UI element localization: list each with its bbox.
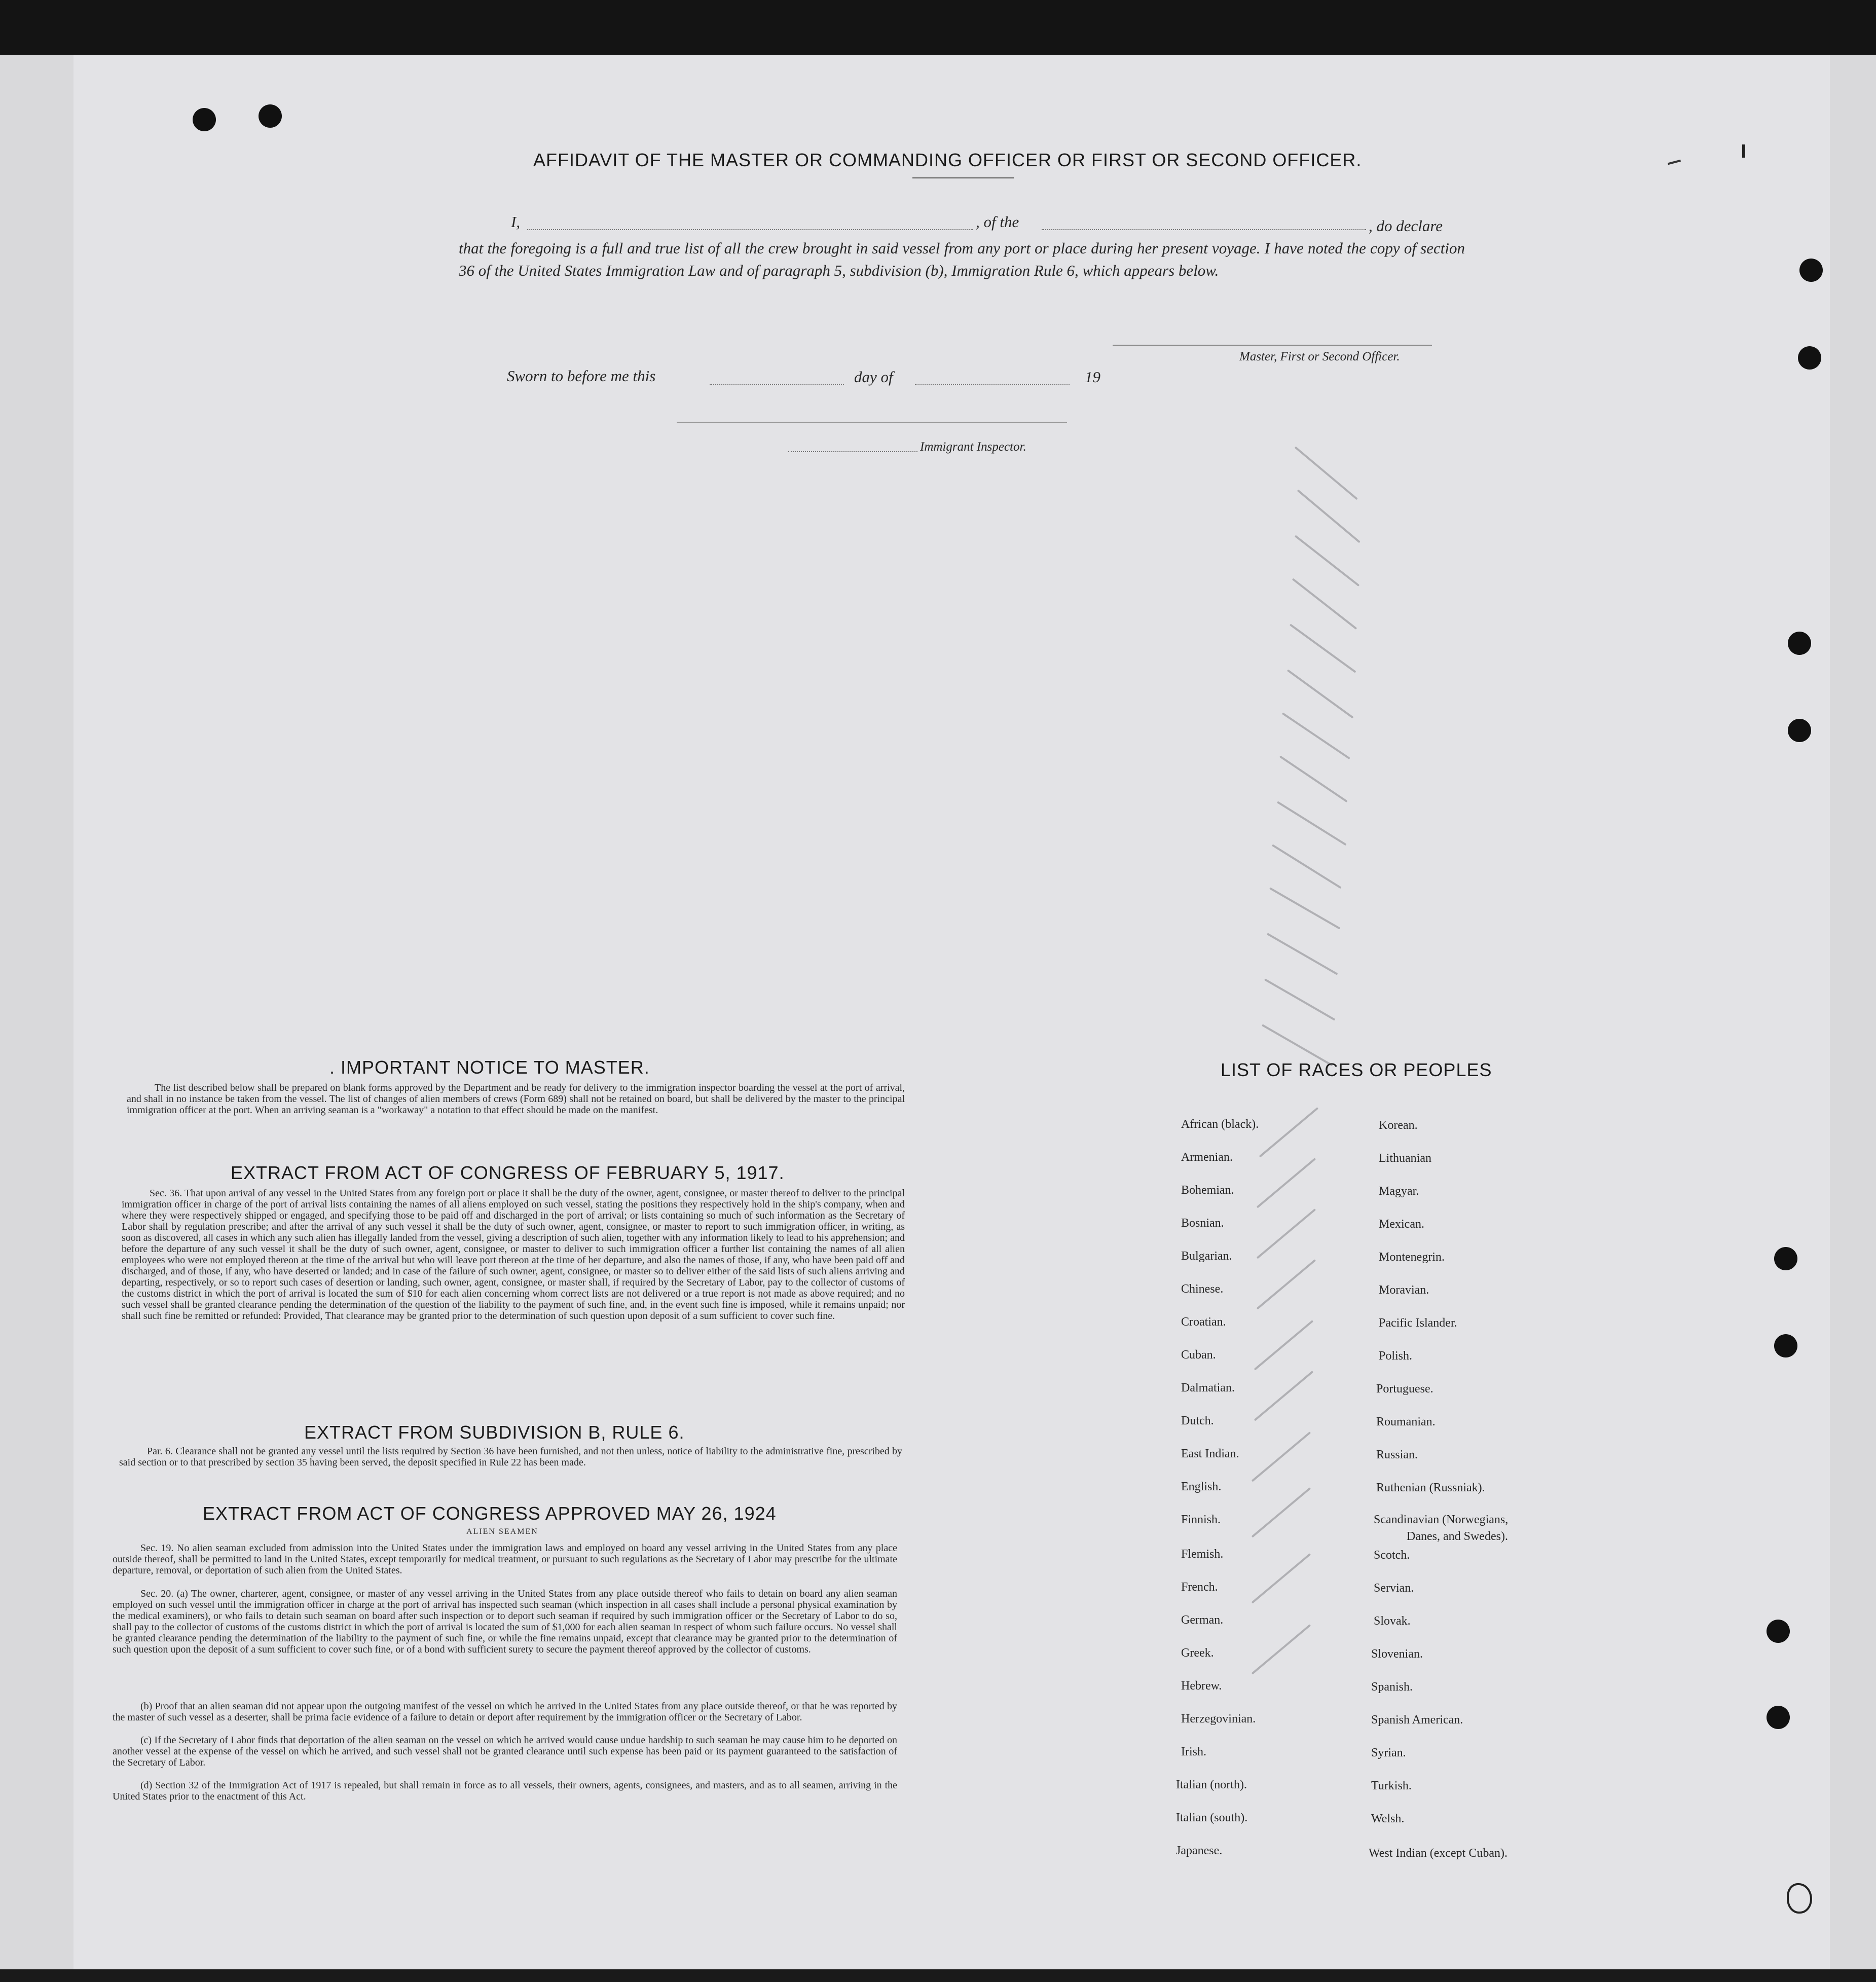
race-item: Slovenian. — [1371, 1647, 1423, 1661]
race-item: Spanish American. — [1371, 1713, 1463, 1727]
race-item: Portuguese. — [1376, 1382, 1433, 1396]
extract-rule6-body: Par. 6. Clearance shall not be granted any vessel until the lists required by Section 36 have been furnished, and not then unless, notice of liability to the administrative fine, prescribed by said section or to that prescribed by section 35 having been served, the deposit specified in Rule 22 has been made. — [119, 1446, 902, 1468]
affidavit-line-i: I, — [511, 213, 521, 231]
master-signature-line[interactable] — [1113, 345, 1432, 346]
race-item: Polish. — [1379, 1349, 1413, 1363]
race-item: Chinese. — [1181, 1282, 1224, 1296]
race-item: Japanese. — [1176, 1844, 1223, 1857]
race-item: Bosnian. — [1181, 1217, 1224, 1230]
race-item: Magyar. — [1379, 1185, 1419, 1198]
race-item: Syrian. — [1371, 1746, 1406, 1759]
race-item: Lithuanian — [1379, 1152, 1431, 1165]
extract-1917-body: Sec. 36. That upon arrival of any vessel in the United States from any foreign port or place it shall be the duty of the owner, agent, consignee, or master thereof to deliver to the principal immigration officer in charge of the port of arrival lists containing the names of all aliens employed on such vessel, stating the positions they respectively hold in the ship's company, when and where they were respectively shipped or engaged, and specifying those to be paid off and discharged in the port of arrival; or lists containing so much of such information as the Secretary of Labor shall by regulation prescribe; and after the arrival of any such vessel it shall be the duty of such owner, agent, consignee, or master to report to such immigration officer, in writing, as soon as discovered, all cases in which any such alien has illegally landed from the vessel, giving a description of such alien, together with any information likely to lead to his apprehension; and before the departure of any such vessel it shall be the duty of such owner, agent, consignee, or master to deliver to such immigration officer a further list containing the names of all alien employees who were not employed thereon at the time of the arrival but who will leave port thereon at the time of her departure, and also the names of those, if any, who have been paid off and discharged, and of those, if any, who have deserted or landed; and in case of the failure of such owner, agent, consignee, or master so to deliver either of the said lists of such aliens arriving and departing, respectively, or so to report such cases of desertion or landing, such owner, agent, consignee, or master shall, if required by the Secretary of Labor, pay to the collector of customs of the customs district in which the port of arrival is located the sum of $10 for each alien concerning whom correct lists are not delivered or a true report is not made as above required; and no such vessel shall be granted clearance pending the determination of the question of the liability to the payment of such fine, and, in the event such fine is imposed, while it remains unpaid; nor shall such fine be remitted or refunded: Provided, That clearance may be granted prior to the determination of such question upon deposit of a sum sufficient to cover such fine. — [122, 1188, 905, 1322]
race-item: Dalmatian. — [1181, 1381, 1235, 1394]
scan-bottom-border — [0, 1969, 1876, 1982]
year-prefix: 19 — [1085, 368, 1100, 386]
race-item: East Indian. — [1181, 1447, 1239, 1460]
race-item: Italian (north). — [1176, 1778, 1247, 1791]
extract-1917-title: EXTRACT FROM ACT OF CONGRESS OF FEBRUARY 5, 1917. — [231, 1162, 785, 1183]
race-item: Slovak. — [1374, 1614, 1411, 1628]
extract-1924-sec20b: (b) Proof that an alien seaman did not appear upon the outgoing manifest of the vessel on which he arrived in the United States from any place outside thereof, or that he was reported by the master of such vessel as a deserter, shall be prima facie evidence of a failure to detain or deport after requirement by the immigration officer or the Secretary of Labor. — [113, 1701, 897, 1723]
race-item: Flemish. — [1181, 1548, 1224, 1561]
race-item: French. — [1181, 1581, 1218, 1594]
affidavit-declare: , do declare — [1369, 217, 1443, 235]
sworn-day-blank[interactable] — [710, 384, 844, 385]
race-item: Bulgarian. — [1181, 1250, 1232, 1263]
punch-hole — [1767, 1706, 1790, 1729]
name-blank[interactable] — [527, 229, 973, 230]
affidavit-body: that the foregoing is a full and true list of all the crew brought in said vessel from any port or place during her present voyage. I have noted the copy of section 36 of the United States Immigration Law and of paragraph 5, subdivision (b), Immigration Rule 6, which appears below. — [459, 239, 1465, 279]
extract-1924-sec20d: (d) Section 32 of the Immigration Act of 1917 is repealed, but shall remain in force as to all vessels, their owners, agents, consignees, and masters, and as to all seamen, arriving in the United States prior to the enactment of this Act. — [113, 1780, 897, 1802]
race-item: Scandinavian (Norwegians, — [1374, 1513, 1509, 1526]
race-item: Russian. — [1376, 1448, 1418, 1461]
extract-1924-sec20a: Sec. 20. (a) The owner, charterer, agent, consignee, or master of any vessel arriving in the United States from any place outside thereof who fails to detain on board any alien seaman employed on such vessel until the immigration officer in charge at the port of arrival has inspected such seaman (which inspection in all cases shall include a personal physical examination by the medical examiners), or who fails to detain such seaman on board after such inspection or to deport such seaman if required by such immigration officer or the Secretary of Labor to do so, shall pay to the collector of customs of the customs district in which the port of arrival is located the sum of $1,000 for each alien seaman in respect of whom such failure occurs. No vessel shall be granted clearance pending the determination of the liability to the payment of such fine, or while the fine remains unpaid, except that clearance may be granted prior to the determination of such question upon the deposit of a sum sufficient to cover such fine, or of a bond with sufficient surety to secure the payment thereof approved by the collector of customs. — [113, 1588, 897, 1655]
punch-hole — [193, 108, 216, 131]
scan-top-border — [0, 0, 1876, 55]
race-item: Ruthenian (Russniak). — [1376, 1481, 1485, 1494]
vessel-blank[interactable] — [1042, 229, 1366, 230]
race-item: West Indian (except Cuban). — [1369, 1847, 1507, 1860]
race-item: Italian (south). — [1176, 1811, 1248, 1824]
punch-hole — [1799, 259, 1823, 282]
inspector-label: Immigrant Inspector. — [920, 440, 1026, 454]
punch-hole — [259, 104, 282, 128]
race-item: English. — [1181, 1480, 1222, 1493]
race-item: Cuban. — [1181, 1348, 1216, 1362]
race-item: Spanish. — [1371, 1680, 1413, 1694]
race-item: Croatian. — [1181, 1315, 1226, 1329]
notice-title: . IMPORTANT NOTICE TO MASTER. — [329, 1057, 650, 1078]
race-item: Greek. — [1181, 1646, 1214, 1660]
punch-hole — [1788, 632, 1811, 655]
inspector-signature-line[interactable] — [677, 422, 1067, 423]
affidavit-of-the: , of the — [976, 213, 1019, 231]
race-item: Bohemian. — [1181, 1184, 1234, 1197]
extract-1924-sec20c: (c) If the Secretary of Labor finds that deportation of the alien seaman on the vessel on which he arrived would cause undue hardship to such seaman he may cause him to be deported on another vessel at the expense of the vessel on which he arrived, and such vessel shall not be granted clearance until such expense has been paid or its payment guaranteed to the satisfaction of the Secretary of Labor. — [113, 1735, 897, 1768]
race-item: Servian. — [1374, 1582, 1414, 1595]
extract-rule6-title: EXTRACT FROM SUBDIVISION B, RULE 6. — [304, 1422, 685, 1443]
punch-hole — [1774, 1334, 1797, 1357]
punch-hole — [1774, 1247, 1797, 1270]
race-item: Pacific Islander. — [1379, 1316, 1457, 1330]
master-label: Master, First or Second Officer. — [1239, 350, 1400, 363]
race-item: Hebrew. — [1181, 1679, 1222, 1693]
race-item: Irish. — [1181, 1745, 1206, 1758]
race-item-continuation: Danes, and Swedes). — [1407, 1530, 1508, 1543]
extract-1924-sec19: Sec. 19. No alien seaman excluded from admission into the United States under the immigration laws and employed on board any vessel arriving in the United States from any place outside thereof, shall be permitted to land in the United States, except temporarily for medical treatment, or pursuant to such regulations as the Secretary of Labor may prescribe for the ultimate departure, removal, or deportation of such alien from the United States. — [113, 1543, 897, 1576]
title-underline — [912, 177, 1014, 178]
punch-hole — [1767, 1620, 1790, 1643]
sworn-prefix: Sworn to before me this — [507, 367, 656, 385]
race-item: Armenian. — [1181, 1151, 1233, 1164]
race-item: German. — [1181, 1613, 1224, 1627]
race-item: Welsh. — [1371, 1812, 1405, 1825]
race-item: Montenegrin. — [1379, 1251, 1445, 1264]
races-title: LIST OF RACES OR PEOPLES — [1221, 1059, 1492, 1080]
document-page — [73, 55, 1830, 1971]
extract-1924-subtitle: ALIEN SEAMEN — [466, 1527, 538, 1536]
race-item: Moravian. — [1379, 1283, 1429, 1297]
race-item: Herzegovinian. — [1181, 1712, 1256, 1726]
inspector-short-line[interactable] — [788, 451, 917, 452]
race-item: Korean. — [1379, 1119, 1418, 1132]
sworn-month-blank[interactable] — [915, 384, 1070, 385]
day-of-label: day of — [854, 368, 893, 386]
affidavit-title: AFFIDAVIT OF THE MASTER OR COMMANDING OFFICER OR FIRST OR SECOND OFFICER. — [533, 150, 1362, 170]
race-item: Mexican. — [1379, 1218, 1424, 1231]
notice-body: The list described below shall be prepared on blank forms approved by the Department and be ready for delivery to the immigration inspector boarding the vessel at the port of arrival, and shall in no instance be taken from the vessel. The list of changes of alien members of crews (Form 689) shall not be retained on board, but shall be delivered by the master to the principal immigration officer at the port. When an arriving seaman is a "workaway" a notation to that effect should be made on the manifest. — [127, 1082, 905, 1116]
race-item: Dutch. — [1181, 1414, 1214, 1427]
handwritten-mark — [1787, 1883, 1812, 1914]
race-item: African (black). — [1181, 1118, 1259, 1131]
race-item: Turkish. — [1371, 1779, 1412, 1792]
race-item: Finnish. — [1181, 1513, 1221, 1526]
extract-1924-title: EXTRACT FROM ACT OF CONGRESS APPROVED MAY 26, 1924 — [203, 1503, 777, 1524]
punch-hole — [1798, 346, 1821, 370]
race-item: Roumanian. — [1376, 1415, 1436, 1428]
punch-hole — [1788, 719, 1811, 742]
corner-mark — [1742, 144, 1745, 158]
race-item: Scotch. — [1374, 1549, 1410, 1562]
